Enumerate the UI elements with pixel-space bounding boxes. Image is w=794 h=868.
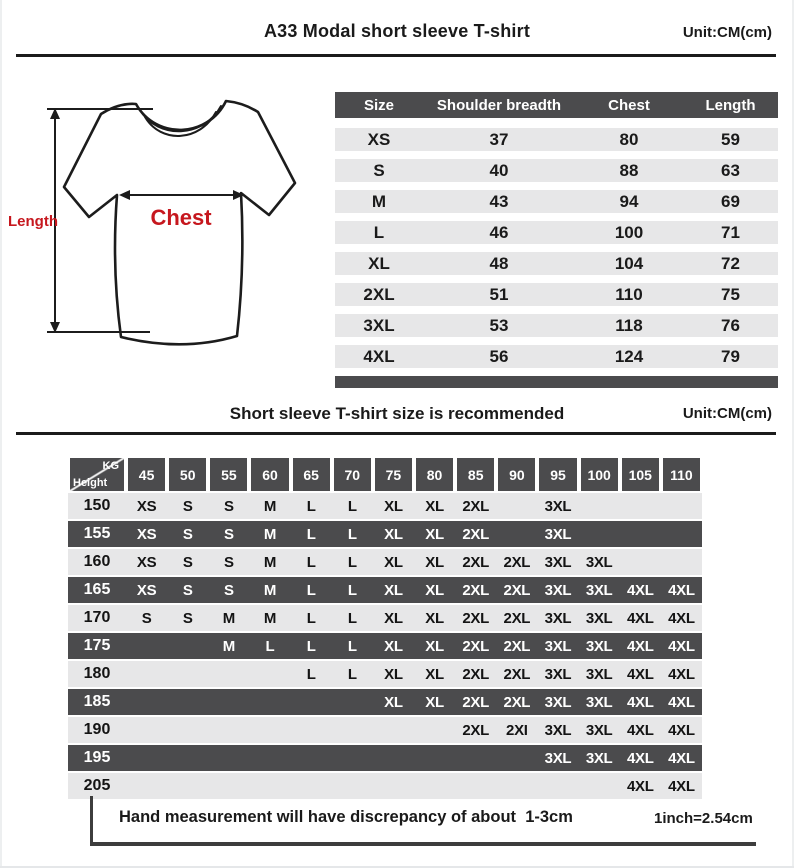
matrix-weight-header: 95 [539,458,576,491]
size-table-cell: 40 [489,160,509,180]
left-edge [0,0,2,868]
size-table-cell: 110 [615,284,643,304]
matrix-size-cell: 2XL [462,553,490,571]
bracket-vertical-line [90,796,93,845]
size-table-row [335,128,778,151]
size-table-cell: S [373,160,385,180]
matrix-size-cell: 3XL [544,749,572,767]
matrix-size-cell: 4XL [668,693,695,711]
matrix-corner-cell [70,458,124,491]
matrix-size-cell: XL [425,525,444,543]
matrix-height-label: 195 [83,749,111,766]
size-table-cell: 53 [489,315,509,335]
size-table-cell: M [371,191,387,211]
matrix-height-label: 165 [83,581,111,598]
size-table-cell: 79 [721,346,740,366]
size-table-cell: 51 [489,284,509,304]
matrix-weight-header: 50 [169,458,206,491]
matrix-size-cell: S [182,525,193,543]
matrix-weight-header: 70 [334,458,371,491]
size-table-header-cell: Shoulder breadth [436,96,562,114]
size-table-cell: 94 [619,191,639,211]
matrix-size-cell: S [182,581,193,599]
matrix-size-cell: XL [425,637,444,655]
matrix-size-cell: S [223,553,234,571]
matrix-size-cell: M [263,609,277,627]
matrix-size-cell: 4XL [668,665,695,683]
matrix-size-cell: 2XL [462,609,490,627]
matrix-size-cell: 3XL [585,749,613,767]
size-table-cell: 59 [721,129,740,149]
size-table-row [335,283,778,306]
matrix-size-cell: 4XL [626,609,654,627]
matrix-size-cell: 2XI [506,721,528,739]
measurement-note: Hand measurement will have discrepancy of about 1-3cm [119,808,573,826]
matrix-row [68,521,702,547]
matrix-size-cell: 3XL [585,553,613,571]
unit-label-middle: Unit:CM(cm) [682,405,772,422]
divider-line-top [16,54,776,57]
size-table-cell: 76 [721,315,740,335]
corner-kg-label: KG [102,460,119,472]
matrix-row [68,661,702,687]
matrix-weight-header: 90 [498,458,535,491]
size-table-cell: 71 [721,222,740,242]
recommend-title: Short sleeve T-shirt size is recommended [229,404,565,423]
size-table-cell: 100 [614,222,644,242]
matrix-size-cell: XL [384,497,403,515]
matrix-size-cell: L [306,637,316,655]
matrix-size-cell: XS [136,581,157,599]
matrix-size-cell: XL [384,553,403,571]
matrix-weight-header: 75 [375,458,412,491]
size-table-cell: 4XL [363,346,395,366]
matrix-size-cell: 2XL [503,553,531,571]
size-table-cell: 37 [489,129,509,149]
matrix-size-cell: L [306,497,316,515]
size-table-cell: L [373,222,385,242]
matrix-weight-header: 55 [210,458,247,491]
size-table-cell: 43 [489,191,509,211]
matrix-size-cell: M [222,609,235,627]
size-table-row [335,314,778,337]
matrix-size-cell: 4XL [626,637,654,655]
size-table-cell: 88 [619,160,639,180]
size-table-cell: 56 [489,346,509,366]
matrix-size-cell: XL [425,497,444,515]
size-table-cell: 48 [489,253,509,273]
tshirt-diagram [0,88,330,382]
matrix-size-cell: XL [384,693,403,711]
matrix-row [68,689,702,715]
matrix-row [68,717,702,743]
matrix-size-cell: XS [136,553,157,571]
matrix-size-cell: 3XL [544,665,572,683]
matrix-size-cell: XL [384,525,403,543]
matrix-size-cell: XL [384,581,403,599]
matrix-size-cell: 4XL [626,581,654,599]
matrix-size-cell: L [347,665,357,683]
matrix-row [68,577,702,603]
matrix-size-cell: 3XL [544,637,572,655]
matrix-size-cell: L [347,581,357,599]
matrix-size-cell: XL [425,665,444,683]
matrix-size-cell: 3XL [544,609,572,627]
matrix-weight-header: 105 [622,458,659,491]
matrix-size-cell: 2XL [462,665,490,683]
size-table-cell: 104 [614,253,644,273]
matrix-size-cell: XL [384,637,403,655]
matrix-body [68,493,702,799]
matrix-weight-header: 110 [663,458,700,491]
matrix-size-cell: 2XL [503,609,531,627]
size-table-header [335,92,778,118]
matrix-size-cell: 3XL [585,609,613,627]
inch-conversion: 1inch=2.54cm [654,810,753,827]
matrix-height-label: 150 [83,497,111,514]
matrix-size-cell: S [182,553,193,571]
matrix-height-label: 175 [83,637,111,654]
matrix-size-cell: 3XL [544,497,572,515]
matrix-size-cell: L [306,525,316,543]
matrix-size-cell: L [347,525,357,543]
size-table-footer-bar [335,376,778,388]
matrix-size-cell: S [182,497,193,515]
matrix-size-cell: 3XL [585,693,613,711]
matrix-size-cell: 3XL [585,637,613,655]
size-recommendation-matrix [68,458,702,799]
matrix-size-cell: 3XL [544,525,572,543]
bracket-horizontal-line [90,842,756,846]
matrix-size-cell: 3XL [544,581,572,599]
matrix-size-cell: 4XL [668,721,695,739]
matrix-size-cell: 3XL [544,553,572,571]
matrix-size-cell: M [263,525,277,543]
size-table-cell: 3XL [363,315,395,335]
matrix-size-cell: L [265,637,275,655]
matrix-height-label: 180 [83,665,111,682]
size-table-row [335,221,778,244]
matrix-size-cell: M [222,637,235,655]
matrix-size-cell: XL [425,693,444,711]
size-table-cell: 63 [721,160,740,180]
matrix-row [68,549,702,575]
size-table-row [335,345,778,368]
matrix-header [68,458,702,491]
matrix-size-cell: 2XL [462,693,490,711]
matrix-size-cell: L [306,553,316,571]
size-table-cell: 80 [619,129,639,149]
matrix-size-cell: 4XL [626,665,654,683]
size-table-cell: XL [368,253,390,273]
matrix-height-label: 185 [83,693,111,710]
matrix-size-cell: 2XL [503,693,531,711]
matrix-row [68,633,702,659]
matrix-size-cell: 4XL [626,721,654,739]
matrix-size-cell: L [347,553,357,571]
size-table-row [335,252,778,275]
matrix-size-cell: 2XL [462,497,490,515]
matrix-size-cell: XS [136,497,157,515]
matrix-size-cell: XL [425,553,444,571]
matrix-size-cell: 4XL [668,777,695,795]
matrix-row [68,745,702,771]
matrix-size-cell: 2XL [503,581,531,599]
matrix-height-label: 160 [83,553,111,570]
matrix-size-cell: 4XL [668,749,695,767]
matrix-size-cell: M [263,581,277,599]
matrix-size-cell: S [223,497,234,515]
page-title: A33 Modal short sleeve T-shirt [263,21,531,41]
matrix-size-cell: M [263,553,277,571]
matrix-size-cell: S [223,581,234,599]
chest-label: Chest [150,205,212,230]
matrix-size-cell: 2XL [462,581,490,599]
matrix-height-label: 155 [83,525,111,542]
corner-height-label: Height [73,477,108,489]
matrix-row [68,493,702,519]
size-table-cell: XS [367,129,391,149]
size-table-cell: 118 [615,315,643,335]
size-table-header-cell: Chest [608,96,650,114]
matrix-size-cell: S [223,525,234,543]
matrix-weight-header: 45 [128,458,165,491]
size-table [335,92,778,388]
matrix-size-cell: L [306,665,316,683]
matrix-size-cell: S [141,609,152,627]
matrix-size-cell: 4XL [668,581,695,599]
matrix-size-cell: 4XL [626,777,654,795]
matrix-size-cell: 2XL [462,525,490,543]
matrix-size-cell: L [347,637,357,655]
matrix-height-label: 170 [83,609,111,626]
size-table-header-cell: Length [705,96,756,114]
matrix-weight-header: 65 [293,458,330,491]
size-table-row [335,190,778,213]
length-label: Length [8,213,58,230]
matrix-size-cell: 2XL [503,665,531,683]
size-table-cell: 69 [721,191,740,211]
matrix-size-cell: 2XL [462,721,490,739]
divider-line-middle [16,432,776,435]
matrix-size-cell: L [306,581,316,599]
matrix-size-cell: 2XL [503,637,531,655]
matrix-size-cell: XL [384,609,403,627]
matrix-size-cell: L [347,609,357,627]
matrix-size-cell: 3XL [585,721,613,739]
matrix-size-cell: L [347,497,357,515]
size-table-body [335,128,778,368]
matrix-weight-header: 60 [251,458,288,491]
matrix-size-cell: 4XL [668,609,695,627]
size-table-cell: 75 [721,284,740,304]
matrix-size-cell: XL [384,665,403,683]
matrix-size-cell: 3XL [585,665,613,683]
matrix-weight-header: 80 [416,458,453,491]
matrix-row [68,605,702,631]
matrix-size-cell: 3XL [544,693,572,711]
size-table-row [335,159,778,182]
matrix-row [68,773,702,799]
matrix-height-label: 205 [83,777,111,794]
matrix-size-cell: XL [425,609,444,627]
matrix-size-cell: 2XL [462,637,490,655]
size-table-cell: 46 [489,222,509,242]
matrix-size-cell: 3XL [585,581,613,599]
matrix-size-cell: S [182,609,193,627]
size-table-cell: 2XL [363,284,395,304]
matrix-size-cell: M [263,497,277,515]
matrix-size-cell: XS [136,525,157,543]
matrix-weight-header: 85 [457,458,494,491]
matrix-weight-header: 100 [581,458,618,491]
matrix-size-cell: 4XL [626,749,654,767]
size-table-cell: 72 [721,253,740,273]
unit-label-top: Unit:CM(cm) [682,24,772,41]
matrix-size-cell: 3XL [544,721,572,739]
size-table-header-cell: Size [363,96,394,114]
matrix-size-cell: 4XL [626,693,654,711]
matrix-size-cell: XL [425,581,444,599]
matrix-size-cell: 4XL [668,637,695,655]
matrix-height-label: 190 [83,721,111,738]
matrix-size-cell: L [306,609,316,627]
size-table-cell: 124 [614,346,644,366]
